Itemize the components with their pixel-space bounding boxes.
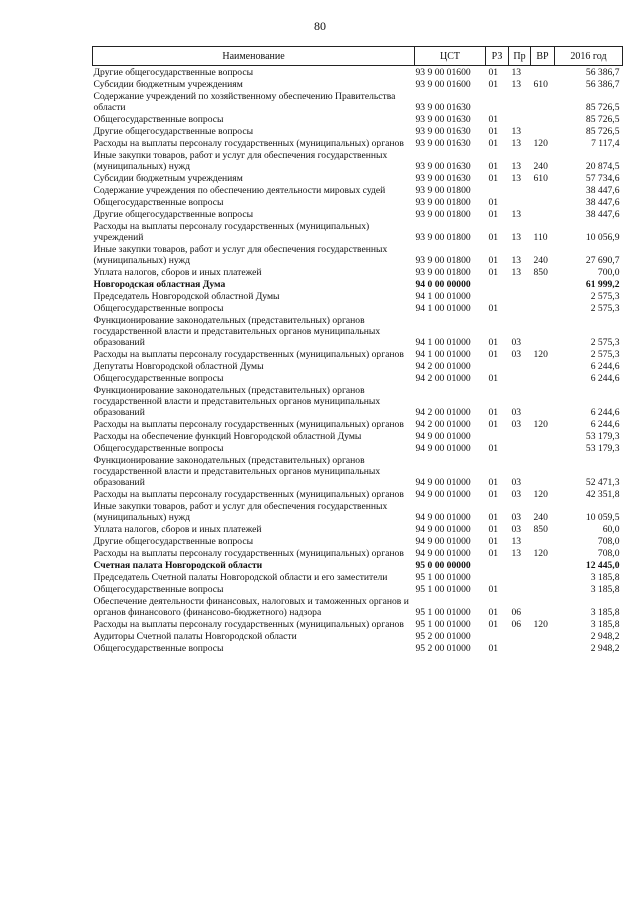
cell-rz: 01 xyxy=(488,79,499,90)
cell-pr: 13 xyxy=(511,126,522,137)
cell-sum: 85 726,5 xyxy=(585,114,620,125)
cell-name: Функционирование законодательных (представительных) органов государственной власти и представительных органов муниципальных образований xyxy=(93,455,381,488)
cell-cst: 93 9 00 01630 xyxy=(415,161,471,172)
table-row xyxy=(93,149,623,172)
cell-name: Уплата налогов, сборов и иных платежей xyxy=(93,267,262,278)
cell-vr: 110 xyxy=(533,232,548,243)
cell-pr: 06 xyxy=(511,619,522,630)
cell-pr: 06 xyxy=(511,607,522,618)
cell-cst: 95 0 00 00000 xyxy=(415,560,471,571)
header-cst: ЦСТ xyxy=(415,47,486,66)
cell-name: Аудиторы Счетной палаты Новгородской области xyxy=(93,631,297,642)
cell-name: Общегосударственные вопросы xyxy=(93,197,224,208)
cell-vr xyxy=(531,642,555,654)
cell-sum: 52 471,3 xyxy=(585,477,620,488)
cell-vr xyxy=(531,184,555,196)
cell-pr: 03 xyxy=(511,349,522,360)
cell-rz: 01 xyxy=(488,349,499,360)
cell-pr: 13 xyxy=(511,79,522,90)
cell-name: Новгородская областная Дума xyxy=(93,279,226,290)
cell-pr xyxy=(509,630,531,642)
cell-pr: 03 xyxy=(511,477,522,488)
cell-vr xyxy=(531,113,555,125)
table-row xyxy=(93,618,623,630)
cell-rz: 01 xyxy=(488,337,499,348)
cell-rz: 01 xyxy=(488,173,499,184)
cell-sum: 2 575,3 xyxy=(590,291,620,302)
cell-sum: 708,0 xyxy=(597,536,620,547)
cell-rz: 01 xyxy=(488,489,499,500)
cell-name: Субсидии бюджетным учреждениям xyxy=(93,173,243,184)
header-sum: 2016 год xyxy=(555,47,623,66)
table-row xyxy=(93,454,623,488)
cell-vr: 120 xyxy=(533,349,548,360)
cell-cst: 93 9 00 01630 xyxy=(415,102,471,113)
cell-cst: 94 9 00 01000 xyxy=(415,512,471,523)
table-row xyxy=(93,172,623,184)
cell-sum: 2 575,3 xyxy=(590,303,620,314)
table-row xyxy=(93,113,623,125)
cell-pr xyxy=(509,430,531,442)
table-row xyxy=(93,442,623,454)
cell-sum: 2 948,2 xyxy=(590,643,620,654)
cell-name: Обеспечение деятельности финансовых, налоговых и таможенных органов и органов финансового (финансово-бюджетного) надзора xyxy=(93,596,409,618)
cell-cst: 94 9 00 01000 xyxy=(415,431,471,442)
cell-vr xyxy=(531,314,555,348)
cell-pr: 13 xyxy=(511,536,522,547)
cell-rz: 01 xyxy=(488,232,499,243)
cell-pr: 03 xyxy=(511,489,522,500)
cell-sum: 56 386,7 xyxy=(585,67,620,78)
cell-pr xyxy=(509,372,531,384)
table-header-row xyxy=(93,47,623,66)
table-row xyxy=(93,66,623,79)
table-body xyxy=(93,66,623,655)
cell-sum: 12 445,0 xyxy=(585,560,620,571)
cell-sum: 700,0 xyxy=(597,267,620,278)
cell-vr: 120 xyxy=(533,419,548,430)
cell-name: Иные закупки товаров, работ и услуг для обеспечения государственных (муниципальных) нужд xyxy=(93,501,388,523)
cell-pr: 03 xyxy=(511,524,522,535)
cell-name: Расходы на выплаты персоналу государственных (муниципальных) органов xyxy=(93,489,404,500)
cell-pr xyxy=(509,442,531,454)
table-row xyxy=(93,360,623,372)
cell-rz xyxy=(486,360,509,372)
cell-vr xyxy=(531,454,555,488)
cell-name: Другие общегосударственные вопросы xyxy=(93,536,254,547)
cell-pr: 03 xyxy=(511,419,522,430)
table-row xyxy=(93,384,623,418)
cell-pr: 03 xyxy=(511,512,522,523)
table-row xyxy=(93,348,623,360)
cell-vr xyxy=(531,442,555,454)
cell-pr: 03 xyxy=(511,407,522,418)
cell-sum: 61 999,2 xyxy=(585,279,620,290)
table-row xyxy=(93,372,623,384)
cell-vr xyxy=(531,571,555,583)
cell-pr xyxy=(509,642,531,654)
table-row xyxy=(93,220,623,243)
cell-vr: 120 xyxy=(533,138,548,149)
cell-vr: 240 xyxy=(533,512,548,523)
header-name: Наименование xyxy=(93,47,415,66)
cell-rz: 01 xyxy=(488,607,499,618)
cell-sum: 2 575,3 xyxy=(590,337,620,348)
cell-rz xyxy=(486,559,509,571)
cell-cst: 94 9 00 01000 xyxy=(415,443,471,454)
cell-name: Общегосударственные вопросы xyxy=(93,584,224,595)
cell-rz: 01 xyxy=(488,255,499,266)
cell-vr xyxy=(531,384,555,418)
table-row xyxy=(93,184,623,196)
cell-vr xyxy=(531,125,555,137)
cell-rz: 01 xyxy=(488,419,499,430)
table-row xyxy=(93,302,623,314)
table-row xyxy=(93,78,623,90)
cell-rz: 01 xyxy=(488,138,499,149)
cell-rz xyxy=(486,290,509,302)
cell-vr: 610 xyxy=(533,79,548,90)
cell-rz: 01 xyxy=(488,477,499,488)
table-row xyxy=(93,583,623,595)
cell-rz: 01 xyxy=(488,373,499,384)
cell-cst: 93 9 00 01800 xyxy=(415,232,471,243)
cell-vr xyxy=(531,360,555,372)
cell-cst: 94 2 00 01000 xyxy=(415,373,471,384)
cell-rz: 01 xyxy=(488,114,499,125)
cell-name: Расходы на выплаты персоналу государственных (муниципальных) органов xyxy=(93,138,404,149)
cell-rz: 01 xyxy=(488,584,499,595)
cell-pr xyxy=(509,278,531,290)
budget-table xyxy=(92,46,623,654)
cell-rz: 01 xyxy=(488,161,499,172)
cell-pr: 13 xyxy=(511,267,522,278)
cell-cst: 93 9 00 01630 xyxy=(415,138,471,149)
cell-vr xyxy=(531,290,555,302)
cell-name: Содержание учреждений по хозяйственному обеспечению Правительства области xyxy=(93,91,396,113)
table-row xyxy=(93,523,623,535)
cell-pr xyxy=(509,583,531,595)
cell-sum: 53 179,3 xyxy=(585,431,620,442)
cell-rz: 01 xyxy=(488,548,499,559)
cell-sum: 27 690,7 xyxy=(585,255,620,266)
cell-cst: 94 9 00 01000 xyxy=(415,477,471,488)
cell-pr xyxy=(509,113,531,125)
cell-rz: 01 xyxy=(488,524,499,535)
cell-pr: 13 xyxy=(511,138,522,149)
cell-sum: 85 726,5 xyxy=(585,126,620,137)
cell-cst: 95 2 00 01000 xyxy=(415,643,471,654)
cell-name: Субсидии бюджетным учреждениям xyxy=(93,79,243,90)
cell-cst: 95 2 00 01000 xyxy=(415,631,471,642)
cell-rz: 01 xyxy=(488,197,499,208)
cell-cst: 94 1 00 01000 xyxy=(415,291,471,302)
cell-pr: 13 xyxy=(511,161,522,172)
cell-vr xyxy=(531,372,555,384)
table-row xyxy=(93,630,623,642)
cell-vr xyxy=(531,66,555,79)
table-row xyxy=(93,314,623,348)
cell-sum: 7 117,4 xyxy=(591,138,620,149)
cell-pr xyxy=(509,184,531,196)
cell-cst: 95 1 00 01000 xyxy=(415,607,471,618)
cell-sum: 3 185,8 xyxy=(590,584,620,595)
cell-sum: 708,0 xyxy=(597,548,620,559)
cell-sum: 85 726,5 xyxy=(585,102,620,113)
cell-sum: 3 185,8 xyxy=(590,607,620,618)
cell-vr: 120 xyxy=(533,548,548,559)
cell-rz xyxy=(486,90,509,113)
cell-name: Расходы на выплаты персоналу государственных (муниципальных) органов xyxy=(93,349,404,360)
cell-sum: 10 059,5 xyxy=(585,512,620,523)
cell-cst: 94 1 00 01000 xyxy=(415,337,471,348)
table-row xyxy=(93,547,623,559)
cell-rz: 01 xyxy=(488,303,499,314)
cell-name: Иные закупки товаров, работ и услуг для обеспечения государственных (муниципальных) нужд xyxy=(93,150,388,172)
cell-cst: 94 9 00 01000 xyxy=(415,548,471,559)
cell-cst: 93 9 00 01800 xyxy=(415,209,471,220)
cell-name: Другие общегосударственные вопросы xyxy=(93,67,254,78)
cell-vr xyxy=(531,535,555,547)
cell-name: Расходы на выплаты персоналу государственных (муниципальных) учреждений xyxy=(93,221,370,243)
cell-pr: 13 xyxy=(511,232,522,243)
cell-name: Функционирование законодательных (представительных) органов государственной власти и представительных органов муниципальных образований xyxy=(93,315,381,348)
cell-cst: 93 9 00 01600 xyxy=(415,67,471,78)
cell-cst: 94 2 00 01000 xyxy=(415,361,471,372)
cell-rz xyxy=(486,278,509,290)
cell-rz: 01 xyxy=(488,267,499,278)
cell-vr: 120 xyxy=(533,619,548,630)
cell-name: Председатель Счетной палаты Новгородской области и его заместители xyxy=(93,572,388,583)
cell-sum: 60,0 xyxy=(602,524,620,535)
table-row xyxy=(93,571,623,583)
cell-sum: 3 185,8 xyxy=(590,619,620,630)
cell-pr xyxy=(509,196,531,208)
cell-sum: 6 244,6 xyxy=(590,407,620,418)
cell-sum: 38 447,6 xyxy=(585,209,620,220)
table-row xyxy=(93,243,623,266)
table-row xyxy=(93,642,623,654)
cell-pr xyxy=(509,290,531,302)
cell-cst: 94 1 00 01000 xyxy=(415,349,471,360)
cell-rz xyxy=(486,430,509,442)
cell-cst: 93 9 00 01800 xyxy=(415,185,471,196)
header-vr: ВР xyxy=(531,47,555,66)
cell-sum: 38 447,6 xyxy=(585,197,620,208)
cell-pr: 03 xyxy=(511,337,522,348)
cell-cst: 93 9 00 01800 xyxy=(415,197,471,208)
cell-name: Другие общегосударственные вопросы xyxy=(93,209,254,220)
cell-cst: 93 9 00 01630 xyxy=(415,114,471,125)
cell-pr: 13 xyxy=(511,255,522,266)
cell-vr xyxy=(531,583,555,595)
cell-vr xyxy=(531,595,555,618)
cell-pr: 13 xyxy=(511,173,522,184)
cell-rz: 01 xyxy=(488,126,499,137)
cell-rz: 01 xyxy=(488,536,499,547)
cell-name: Счетная палата Новгородской области xyxy=(93,560,263,571)
cell-name: Расходы на выплаты персоналу государственных (муниципальных) органов xyxy=(93,419,404,430)
cell-rz: 01 xyxy=(488,407,499,418)
cell-name: Председатель Новгородской областной Думы xyxy=(93,291,280,302)
cell-cst: 93 9 00 01600 xyxy=(415,79,471,90)
cell-sum: 6 244,6 xyxy=(590,361,620,372)
cell-sum: 53 179,3 xyxy=(585,443,620,454)
table-row xyxy=(93,125,623,137)
cell-name: Депутаты Новгородской областной Думы xyxy=(93,361,264,372)
cell-rz xyxy=(486,571,509,583)
cell-vr xyxy=(531,278,555,290)
table-row xyxy=(93,500,623,523)
cell-pr xyxy=(509,90,531,113)
cell-name: Общегосударственные вопросы xyxy=(93,443,224,454)
cell-vr: 850 xyxy=(533,524,548,535)
cell-name: Расходы на обеспечение функций Новгородской областной Думы xyxy=(93,431,362,442)
cell-vr: 850 xyxy=(533,267,548,278)
cell-rz: 01 xyxy=(488,443,499,454)
cell-sum: 3 185,8 xyxy=(590,572,620,583)
table-row xyxy=(93,137,623,149)
cell-pr xyxy=(509,302,531,314)
cell-name: Другие общегосударственные вопросы xyxy=(93,126,254,137)
cell-cst: 93 9 00 01800 xyxy=(415,255,471,266)
table-row xyxy=(93,559,623,571)
cell-name: Уплата налогов, сборов и иных платежей xyxy=(93,524,262,535)
header-pr: Пр xyxy=(509,47,531,66)
cell-rz: 01 xyxy=(488,209,499,220)
table-row xyxy=(93,196,623,208)
cell-vr: 240 xyxy=(533,161,548,172)
cell-pr xyxy=(509,571,531,583)
page-number: 80 xyxy=(314,19,326,33)
cell-vr xyxy=(531,90,555,113)
cell-cst: 93 9 00 01630 xyxy=(415,173,471,184)
cell-sum: 57 734,6 xyxy=(585,173,620,184)
cell-cst: 95 1 00 01000 xyxy=(415,572,471,583)
table-row xyxy=(93,266,623,278)
cell-name: Содержание учреждения по обеспечению деятельности мировых судей xyxy=(93,185,386,196)
table-row xyxy=(93,488,623,500)
cell-rz: 01 xyxy=(488,643,499,654)
header-rz: РЗ xyxy=(486,47,509,66)
cell-cst: 94 9 00 01000 xyxy=(415,489,471,500)
table-row xyxy=(93,418,623,430)
table-row xyxy=(93,290,623,302)
cell-vr xyxy=(531,430,555,442)
cell-vr xyxy=(531,302,555,314)
cell-sum: 42 351,8 xyxy=(585,489,620,500)
cell-name: Общегосударственные вопросы xyxy=(93,643,224,654)
cell-cst: 95 1 00 01000 xyxy=(415,584,471,595)
cell-vr: 240 xyxy=(533,255,548,266)
table-row xyxy=(93,430,623,442)
cell-sum: 2 575,3 xyxy=(590,349,620,360)
cell-sum: 20 874,5 xyxy=(585,161,620,172)
cell-name: Расходы на выплаты персоналу государственных (муниципальных) органов xyxy=(93,548,404,559)
cell-vr xyxy=(531,559,555,571)
table-row xyxy=(93,535,623,547)
cell-cst: 93 9 00 01800 xyxy=(415,267,471,278)
table-row xyxy=(93,208,623,220)
cell-pr xyxy=(509,360,531,372)
cell-pr: 13 xyxy=(511,209,522,220)
cell-cst: 94 2 00 01000 xyxy=(415,419,471,430)
cell-cst: 94 9 00 01000 xyxy=(415,536,471,547)
cell-rz xyxy=(486,630,509,642)
table-row xyxy=(93,595,623,618)
cell-name: Общегосударственные вопросы xyxy=(93,114,224,125)
cell-cst: 93 9 00 01630 xyxy=(415,126,471,137)
cell-sum: 10 056,9 xyxy=(585,232,620,243)
cell-pr: 13 xyxy=(511,548,522,559)
cell-name: Расходы на выплаты персоналу государственных (муниципальных) органов xyxy=(93,619,404,630)
table-row xyxy=(93,90,623,113)
cell-rz: 01 xyxy=(488,619,499,630)
cell-rz: 01 xyxy=(488,67,499,78)
cell-name: Функционирование законодательных (представительных) органов государственной власти и представительных органов муниципальных образований xyxy=(93,385,381,418)
cell-name: Общегосударственные вопросы xyxy=(93,373,224,384)
cell-name: Общегосударственные вопросы xyxy=(93,303,224,314)
cell-vr: 610 xyxy=(533,173,548,184)
cell-cst: 95 1 00 01000 xyxy=(415,619,471,630)
cell-sum: 6 244,6 xyxy=(590,373,620,384)
table-row xyxy=(93,278,623,290)
cell-vr xyxy=(531,208,555,220)
cell-sum: 38 447,6 xyxy=(585,185,620,196)
cell-vr xyxy=(531,196,555,208)
cell-cst: 94 9 00 01000 xyxy=(415,524,471,535)
cell-pr xyxy=(509,559,531,571)
cell-sum: 56 386,7 xyxy=(585,79,620,90)
cell-vr: 120 xyxy=(533,489,548,500)
cell-cst: 94 0 00 00000 xyxy=(415,279,471,290)
cell-sum: 2 948,2 xyxy=(590,631,620,642)
cell-cst: 94 2 00 01000 xyxy=(415,407,471,418)
cell-pr: 13 xyxy=(511,67,522,78)
cell-rz xyxy=(486,184,509,196)
cell-cst: 94 1 00 01000 xyxy=(415,303,471,314)
cell-rz: 01 xyxy=(488,512,499,523)
cell-name: Иные закупки товаров, работ и услуг для обеспечения государственных (муниципальных) нужд xyxy=(93,244,388,266)
cell-vr xyxy=(531,630,555,642)
cell-sum: 6 244,6 xyxy=(590,419,620,430)
